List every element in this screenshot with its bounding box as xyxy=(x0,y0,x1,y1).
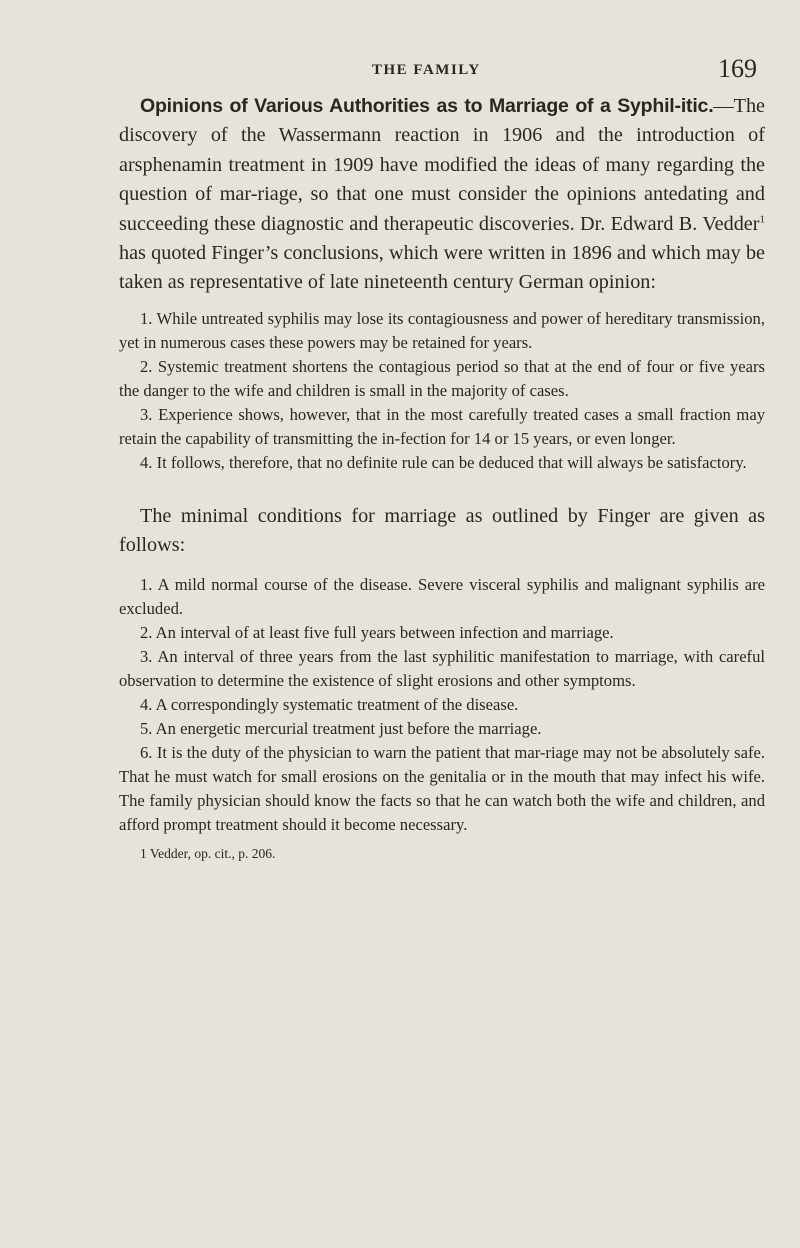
section-heading: Opinions of Various Authorities as to Marriage of a Syphil-itic. xyxy=(140,95,714,117)
list-item: 4. A correspondingly systematic treatment of the disease. xyxy=(140,694,519,714)
paragraph-text-after-ref: has quoted Finger’s conclusions, which were written in 1896 and which may be taken as representative of late nineteenth century German opinion: xyxy=(119,242,765,294)
running-title: THE FAMILY xyxy=(372,62,481,78)
list-item: 5. An energetic mercurial treatment just before the marriage. xyxy=(140,718,542,738)
list-item: 1. A mild normal course of the disease. Severe visceral syphilis and malignant syphilis are excluded. xyxy=(119,574,765,618)
body-text xyxy=(119,92,765,863)
list-item: 3. An interval of three years from the last syphilitic manifestation to marriage, with careful observation to determine the existence of slight erosions and other symptoms. xyxy=(119,646,765,690)
list-item: 2. An interval of at least five full years between infection and marriage. xyxy=(140,622,614,642)
list-item: 2. Systemic treatment shortens the contagious period so that at the end of four or five years the danger to the wife and children is small in the majority of cases. xyxy=(119,356,765,400)
paragraph-text-before-ref: —The discovery of the Wassermann reaction in 1906 and the introduction of arsphenamin treatment in 1909 have modified the ideas of many regarding the question of mar-riage, so that one must consider the opinions antedating and succeeding these diagnostic and therapeutic discoveries. Dr. Edward B. Vedder xyxy=(119,95,765,235)
running-head xyxy=(0,54,800,88)
list-item: 4. It follows, therefore, that no definite rule can be deduced that will always be satisfactory. xyxy=(140,452,747,472)
opening-paragraph xyxy=(119,92,765,298)
list-item: 6. It is the duty of the physician to warn the patient that mar-riage may not be absolutely safe. That he must watch for small erosions on the genitalia or in the mouth that may infect his wife. The family physician should know the facts so that he can watch both the wife and children, and afford prompt treatment should it become necessary. xyxy=(119,742,765,834)
footnote: 1 Vedder, op. cit., p. 206. xyxy=(140,845,276,861)
footnote-reference: 1 xyxy=(759,212,765,225)
minimal-conditions-intro: The minimal conditions for marriage as outlined by Finger are given as follows: xyxy=(119,504,765,557)
list-item: 1. While untreated syphilis may lose its contagiousness and power of hereditary transmission, yet in numerous cases these powers may be retained for years. xyxy=(119,308,765,352)
minimal-conditions-list xyxy=(119,573,765,837)
list-item: 3. Experience shows, however, that in the most carefully treated cases a small fraction may retain the capability of transmitting the in-fection for 14 or 15 years, or even longer. xyxy=(119,404,765,448)
page-number: 169 xyxy=(718,54,757,83)
finger-conclusions-list xyxy=(119,307,765,475)
